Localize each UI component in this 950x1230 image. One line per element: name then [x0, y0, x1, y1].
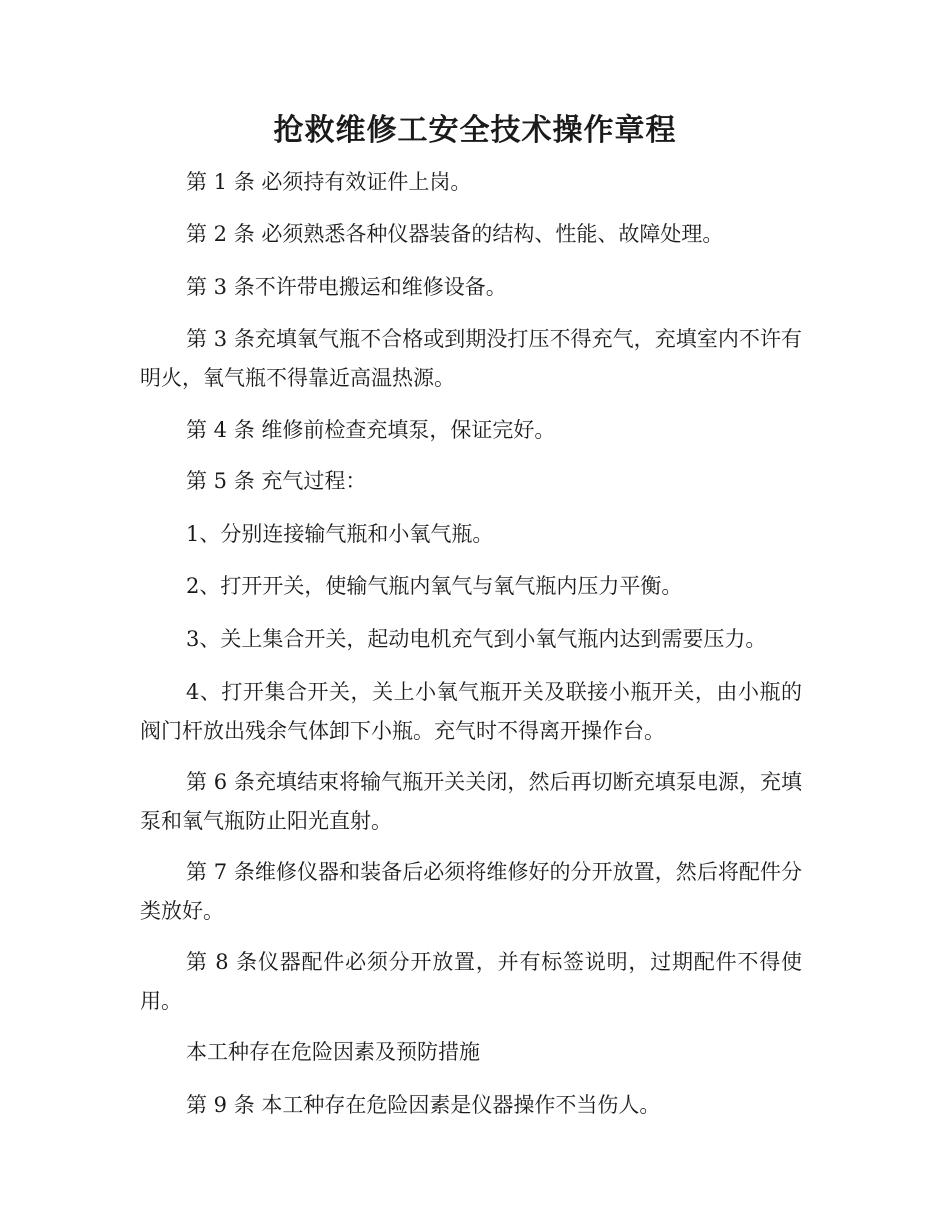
list-item-step-1: 1、分别连接输气瓶和小氧气瓶。	[186, 522, 494, 546]
paragraph-article-3b: 第 3 条充填氧气瓶不合格或到期没打压不得充气，充填室内不许有明火，氧气瓶不得靠近高温热源。	[140, 327, 802, 390]
paragraph-article-2: 第 2 条 必须熟悉各种仪器装备的结构、性能、故障处理。	[186, 222, 724, 246]
list-item-step-3: 3、关上集合开关，起动电机充气到小氧气瓶内达到需要压力。	[186, 627, 767, 651]
paragraph-article-9: 第 9 条 本工种存在危险因素是仪器操作不当伤人。	[186, 1093, 661, 1117]
paragraph-article-5: 第 5 条 充气过程：	[186, 469, 367, 493]
paragraph-article-8: 第 8 条仪器配件必须分开放置，并有标签说明，过期配件不得使用。	[140, 950, 802, 1013]
section-heading-hazards: 本工种存在危险因素及预防措施	[186, 1040, 480, 1064]
paragraph-article-1: 第 1 条 必须持有效证件上岗。	[186, 170, 472, 194]
paragraph-article-4: 第 4 条 维修前检查充填泵，保证完好。	[186, 418, 556, 442]
paragraph-article-3a: 第 3 条不许带电搬运和维修设备。	[186, 275, 507, 299]
document-title: 抢救维修工安全技术操作章程	[273, 113, 677, 148]
paragraph-article-6: 第 6 条充填结束将输气瓶开关关闭，然后再切断充填泵电源，充填泵和氧气瓶防止阳光直射。	[140, 770, 802, 833]
list-item-step-4: 4、打开集合开关，关上小氧气瓶开关及联接小瓶开关，由小瓶的阀门杆放出残余气体卸下小瓶。充气时不得离开操作台。	[140, 680, 802, 743]
paragraph-article-7: 第 7 条维修仪器和装备后必须将维修好的分开放置，然后将配件分类放好。	[140, 860, 802, 923]
list-item-step-2: 2、打开开关，使输气瓶内氧气与氧气瓶内压力平衡。	[186, 574, 683, 598]
